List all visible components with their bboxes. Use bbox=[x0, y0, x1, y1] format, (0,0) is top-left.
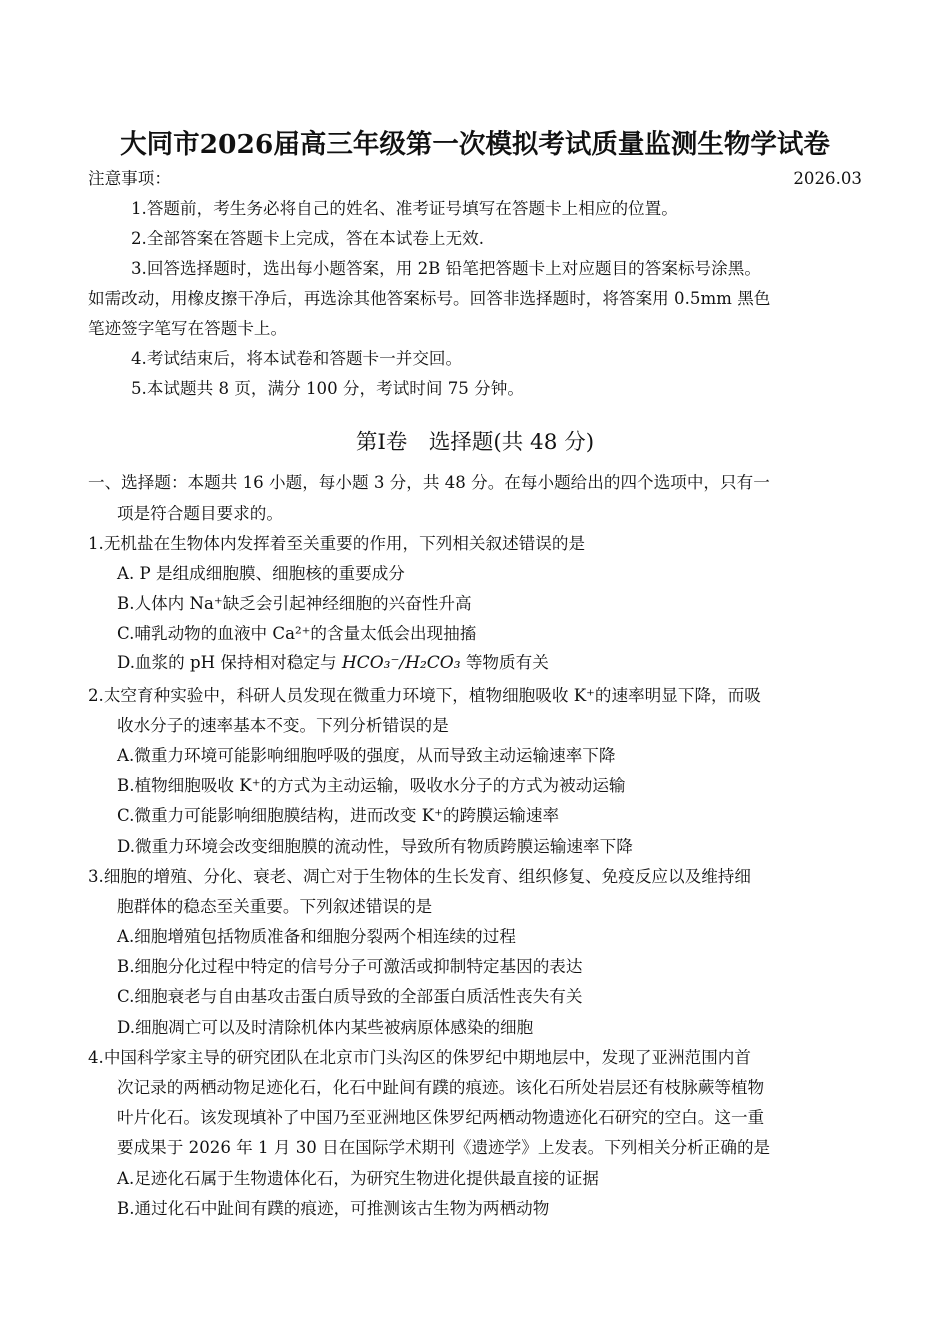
question-option: C.细胞衰老与自由基攻击蛋白质导致的全部蛋白质活性丧失有关 bbox=[117, 987, 583, 1006]
question-stem: 叶片化石。该发现填补了中国乃至亚洲地区侏罗纪两栖动物遗迹化石研究的空白。这一重 bbox=[117, 1108, 765, 1127]
notice-item: 3.回答选择题时，选出每小题答案，用 2B 铅笔把答题卡上对应题目的答案标号涂黑。 bbox=[131, 259, 761, 278]
question-option: B.细胞分化过程中特定的信号分子可激活或抑制特定基因的表达 bbox=[117, 957, 583, 976]
question-option: A.微重力环境可能影响细胞呼吸的强度，从而导致主动运输速率下降 bbox=[117, 746, 616, 765]
formula: HCO₃⁻/H₂CO₃ bbox=[341, 653, 461, 673]
exam-date: 2026.03 bbox=[793, 169, 862, 188]
notice-item: 2.全部答案在答题卡上完成，答在本试卷上无效. bbox=[131, 229, 484, 248]
section-title: 第Ⅰ卷 选择题(共 48 分) bbox=[355, 430, 595, 455]
question-option: B.通过化石中趾间有蹼的痕迹，可推测该古生物为两栖动物 bbox=[117, 1199, 550, 1218]
notice-item: 4.考试结束后，将本试卷和答题卡一并交回。 bbox=[131, 349, 463, 368]
question-stem: 收水分子的速率基本不变。下列分析错误的是 bbox=[117, 716, 449, 735]
notice-heading: 注意事项： bbox=[88, 169, 171, 188]
question-option: C.微重力可能影响细胞膜结构，进而改变 K⁺的跨膜运输速率 bbox=[117, 806, 560, 825]
instructions: 一、选择题：本题共 16 小题，每小题 3 分，共 48 分。在每小题给出的四个选项中，只有一 bbox=[88, 473, 770, 492]
question-stem: 1.无机盐在生物体内发挥着至关重要的作用，下列相关叙述错误的是 bbox=[88, 534, 586, 553]
question-option: D.微重力环境会改变细胞膜的流动性，导致所有物质跨膜运输速率下降 bbox=[117, 837, 633, 856]
question-option: A.足迹化石属于生物遗体化石，为研究生物进化提供最直接的证据 bbox=[117, 1169, 599, 1188]
question-option: A.细胞增殖包括物质准备和细胞分裂两个相连续的过程 bbox=[117, 927, 516, 946]
notice-item: 5.本试题共 8 页，满分 100 分，考试时间 75 分钟。 bbox=[131, 379, 524, 398]
question-stem: 次记录的两栖动物足迹化石，化石中趾间有蹼的痕迹。该化石所处岩层还有枝脉蕨等植物 bbox=[117, 1078, 765, 1097]
instructions: 项是符合题目要求的。 bbox=[117, 504, 283, 523]
question-stem: 3.细胞的增殖、分化、衰老、凋亡对于生物体的生长发育、组织修复、免疫反应以及维持细 bbox=[88, 867, 751, 886]
question-option bbox=[117, 652, 549, 674]
question-stem: 胞群体的稳态至关重要。下列叙述错误的是 bbox=[117, 897, 433, 916]
question-option: B.人体内 Na⁺缺乏会引起神经细胞的兴奋性升高 bbox=[117, 594, 472, 613]
question-option: A. P 是组成细胞膜、细胞核的重要成分 bbox=[117, 564, 405, 583]
notice-item: 1.答题前，考生务必将自己的姓名、准考证号填写在答题卡上相应的位置。 bbox=[131, 199, 678, 218]
question-stem: 4.中国科学家主导的研究团队在北京市门头沟区的侏罗纪中期地层中，发现了亚洲范围内首 bbox=[88, 1048, 751, 1067]
notice-item: 笔迹签字笔写在答题卡上。 bbox=[88, 319, 288, 338]
question-stem: 2.太空育种实验中，科研人员发现在微重力环境下，植物细胞吸收 K⁺的速率明显下降，而吸 bbox=[88, 686, 761, 705]
exam-title: 大同市2026届高三年级第一次模拟考试质量监测生物学试卷 bbox=[120, 129, 830, 160]
question-option: D.细胞凋亡可以及时清除机体内某些被病原体感染的细胞 bbox=[117, 1018, 534, 1037]
question-stem: 要成果于 2026 年 1 月 30 日在国际学术期刊《遗迹学》上发表。下列相关分析正确的是 bbox=[117, 1138, 771, 1157]
option-d-suffix: 等物质有关 bbox=[465, 653, 549, 672]
question-option: C.哺乳动物的血液中 Ca²⁺的含量太低会出现抽搐 bbox=[117, 624, 477, 643]
notice-item: 如需改动，用橡皮擦干净后，再选涂其他答案标号。回答非选择题时，将答案用 0.5mm 黑色 bbox=[88, 289, 771, 308]
option-d-prefix: D.血浆的 pH 保持相对稳定与 bbox=[117, 653, 337, 672]
question-option: B.植物细胞吸收 K⁺的方式为主动运输，吸收水分子的方式为被动运输 bbox=[117, 776, 626, 795]
